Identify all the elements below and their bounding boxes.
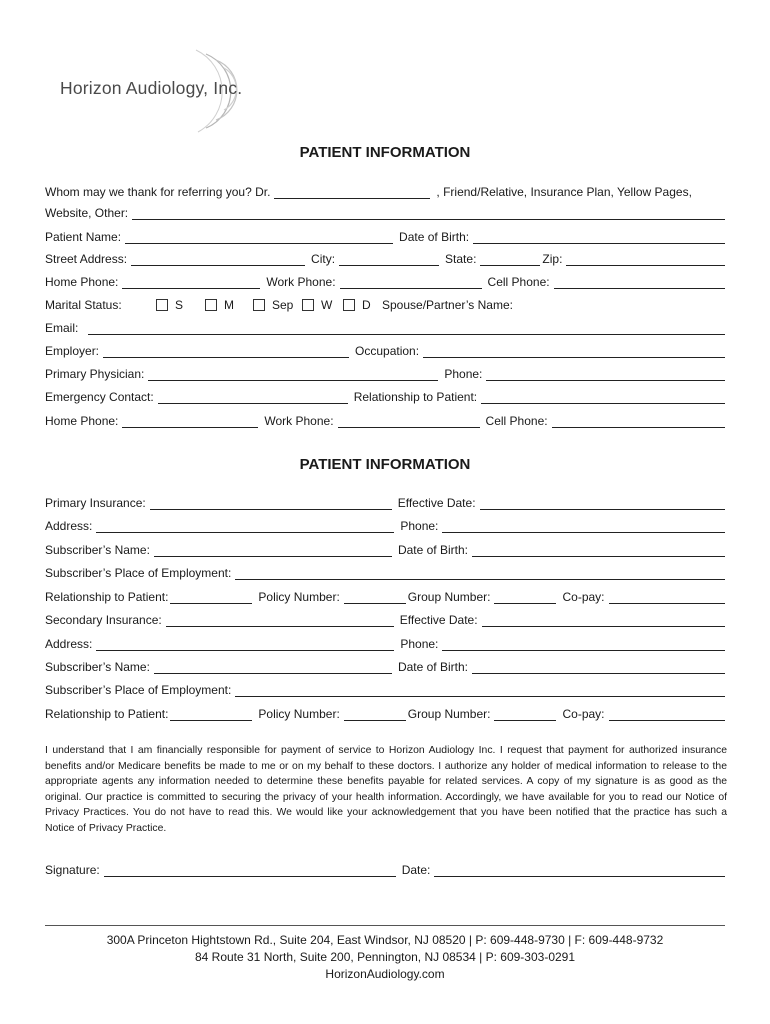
primary-subscriber-row <box>45 541 725 557</box>
primary-subscriber-dob-field[interactable] <box>472 544 725 557</box>
dob-label: Date of Birth: <box>399 230 470 244</box>
company-name: Horizon Audiology, Inc. <box>60 78 243 98</box>
secondary-subscriber-row <box>45 658 725 674</box>
section-title-patient-info: PATIENT INFORMATION <box>299 144 471 161</box>
email-field[interactable] <box>88 322 725 335</box>
secondary-copay-field[interactable] <box>609 708 725 721</box>
home-phone-field[interactable] <box>122 276 260 289</box>
spouse-name-label: Spouse/Partner’s Name: <box>382 298 513 312</box>
patient-name-row <box>45 228 725 244</box>
website-other-field[interactable] <box>132 207 725 220</box>
emergency-home-phone-field[interactable] <box>122 415 258 428</box>
signature-label: Signature: <box>45 863 100 877</box>
primary-policy-field[interactable] <box>344 591 406 604</box>
footer-website: HorizonAudiology.com <box>325 967 445 981</box>
secondary-phone-field[interactable] <box>442 638 725 651</box>
referral-doctor-field[interactable] <box>274 186 430 199</box>
work-phone-label: Work Phone: <box>266 275 336 289</box>
phones-row <box>45 273 725 289</box>
occupation-label: Occupation: <box>355 344 420 358</box>
primary-physician-label: Primary Physician: <box>45 367 145 381</box>
secondary-address-field[interactable] <box>96 638 394 651</box>
physician-phone-field[interactable] <box>486 368 725 381</box>
signature-field[interactable] <box>104 864 396 877</box>
primary-employment-label: Subscriber’s Place of Employment: <box>45 566 232 580</box>
emergency-contact-field[interactable] <box>158 391 348 404</box>
logo <box>58 48 288 138</box>
primary-address-field[interactable] <box>96 520 394 533</box>
marital-status-label: Marital Status: <box>45 298 122 312</box>
zip-field[interactable] <box>566 253 725 266</box>
referral-row <box>45 183 725 199</box>
primary-insurance-row <box>45 494 725 510</box>
physician-phone-label: Phone: <box>444 367 483 381</box>
primary-employment-row <box>45 564 725 580</box>
footer-divider <box>45 925 725 926</box>
secondary-effective-date-label: Effective Date: <box>399 613 478 627</box>
marital-row <box>45 296 725 312</box>
footer-address-1: 300A Princeton Hightstown Rd., Suite 204, East Windsor, NJ 08520 | P: 609-448-9730 | F: 609-448-9732 <box>106 933 664 947</box>
emergency-relationship-label: Relationship to Patient: <box>353 390 478 404</box>
email-row <box>45 319 725 335</box>
employer-label: Employer: <box>45 344 100 358</box>
marital-d-checkbox[interactable] <box>343 299 355 311</box>
secondary-insurance-row <box>45 611 725 627</box>
work-phone-field[interactable] <box>340 276 482 289</box>
street-label: Street Address: <box>45 252 128 266</box>
primary-insurance-field[interactable] <box>150 497 392 510</box>
secondary-policy-label: Policy Number: <box>258 707 340 721</box>
employer-row <box>45 342 725 358</box>
primary-group-field[interactable] <box>494 591 556 604</box>
primary-employment-field[interactable] <box>235 567 725 580</box>
secondary-employment-row <box>45 681 725 697</box>
dob-field[interactable] <box>473 231 725 244</box>
state-field[interactable] <box>480 253 540 266</box>
secondary-phone-label: Phone: <box>400 637 439 651</box>
secondary-subscriber-dob-label: Date of Birth: <box>397 660 468 674</box>
emergency-work-phone-field[interactable] <box>338 415 480 428</box>
website-label: Website, Other: <box>45 206 129 220</box>
primary-phone-label: Phone: <box>400 519 439 533</box>
section-title-insurance-info: PATIENT INFORMATION <box>299 456 471 473</box>
city-label: City: <box>311 252 336 266</box>
state-label: State: <box>445 252 477 266</box>
secondary-address-label: Address: <box>45 637 93 651</box>
signature-row <box>45 861 725 877</box>
secondary-policy-field[interactable] <box>344 708 406 721</box>
primary-copay-field[interactable] <box>609 591 725 604</box>
primary-group-label: Group Number: <box>407 590 491 604</box>
primary-insurance-label: Primary Insurance: <box>45 496 146 510</box>
secondary-group-label: Group Number: <box>407 707 491 721</box>
primary-relationship-field[interactable] <box>170 591 252 604</box>
marital-m-checkbox[interactable] <box>205 299 217 311</box>
email-label: Email: <box>45 321 79 335</box>
emergency-contact-label: Emergency Contact: <box>45 390 154 404</box>
primary-effective-date-field[interactable] <box>480 497 725 510</box>
occupation-field[interactable] <box>423 345 725 358</box>
marital-sep-label: Sep <box>272 298 294 312</box>
consent-paragraph: I understand that I am financially responsible for payment of service to Horizon Audiology Inc. I request that payment for authorized insurance benefits and/or Medicare benefits be made to me or on my behalf to these doctors. I authorize any holder of medical information to release to the appropriate agents any information needed to determine these benefits payable for related services. A copy of my signature is as good as the original. Our practice is committed to securing the privacy of your health information. Accordingly, we have available for you to read our Notice of Privacy Practices. You do not have to read this. We would like your acknowledgement that you have been notified that the practice has such a Notice of Privacy Practice. <box>45 745 727 834</box>
secondary-effective-date-field[interactable] <box>482 614 725 627</box>
secondary-insurance-field[interactable] <box>166 614 394 627</box>
marital-w-label: W <box>321 298 333 312</box>
emergency-cell-phone-field[interactable] <box>552 415 725 428</box>
secondary-subscriber-name-field[interactable] <box>154 661 392 674</box>
marital-s-label: S <box>175 298 184 312</box>
address-row <box>45 250 725 266</box>
physician-row <box>45 365 725 381</box>
primary-address-row <box>45 517 725 533</box>
secondary-employment-label: Subscriber’s Place of Employment: <box>45 683 232 697</box>
website-row <box>45 204 725 220</box>
secondary-subscriber-name-label: Subscriber’s Name: <box>45 660 150 674</box>
emergency-cell-phone-label: Cell Phone: <box>485 414 548 428</box>
marital-d-label: D <box>362 298 371 312</box>
primary-phone-field[interactable] <box>442 520 725 533</box>
marital-w-checkbox[interactable] <box>302 299 314 311</box>
emergency-relationship-field[interactable] <box>481 391 725 404</box>
primary-subscriber-name-field[interactable] <box>154 544 392 557</box>
referral-options: , Friend/Relative, Insurance Plan, Yellow Pages, <box>436 185 692 199</box>
secondary-group-field[interactable] <box>494 708 556 721</box>
patient-name-label: Patient Name: <box>45 230 122 244</box>
footer-address-2: 84 Route 31 North, Suite 200, Pennington, NJ 08534 | P: 609-303-0291 <box>194 950 576 964</box>
marital-s-checkbox[interactable] <box>156 299 168 311</box>
employer-field[interactable] <box>103 345 349 358</box>
street-field[interactable] <box>131 253 305 266</box>
marital-m-label: M <box>224 298 234 312</box>
secondary-insurance-label: Secondary Insurance: <box>45 613 162 627</box>
secondary-policy-row <box>45 705 725 721</box>
primary-address-label: Address: <box>45 519 93 533</box>
primary-subscriber-name-label: Subscriber’s Name: <box>45 543 150 557</box>
secondary-relationship-field[interactable] <box>170 708 252 721</box>
emergency-home-phone-label: Home Phone: <box>45 414 119 428</box>
patient-name-field[interactable] <box>125 231 393 244</box>
secondary-employment-field[interactable] <box>235 684 725 697</box>
primary-subscriber-dob-label: Date of Birth: <box>397 543 468 557</box>
cell-phone-field[interactable] <box>554 276 725 289</box>
home-phone-label: Home Phone: <box>45 275 119 289</box>
primary-policy-row <box>45 588 725 604</box>
primary-copay-label: Co-pay: <box>562 590 605 604</box>
secondary-copay-label: Co-pay: <box>562 707 605 721</box>
referral-label: Whom may we thank for referring you? Dr. <box>45 185 271 199</box>
primary-relationship-label: Relationship to Patient: <box>45 590 169 604</box>
emergency-phones-row <box>45 412 725 428</box>
primary-policy-label: Policy Number: <box>258 590 340 604</box>
secondary-relationship-label: Relationship to Patient: <box>45 707 169 721</box>
primary-physician-field[interactable] <box>148 368 438 381</box>
emergency-row <box>45 388 725 404</box>
signature-date-field[interactable] <box>434 864 725 877</box>
secondary-subscriber-dob-field[interactable] <box>472 661 725 674</box>
marital-sep-checkbox[interactable] <box>253 299 265 311</box>
secondary-address-row <box>45 635 725 651</box>
primary-effective-date-label: Effective Date: <box>397 496 476 510</box>
city-field[interactable] <box>339 253 439 266</box>
signature-date-label: Date: <box>401 863 431 877</box>
emergency-work-phone-label: Work Phone: <box>264 414 334 428</box>
cell-phone-label: Cell Phone: <box>487 275 550 289</box>
zip-label: Zip: <box>542 252 563 266</box>
